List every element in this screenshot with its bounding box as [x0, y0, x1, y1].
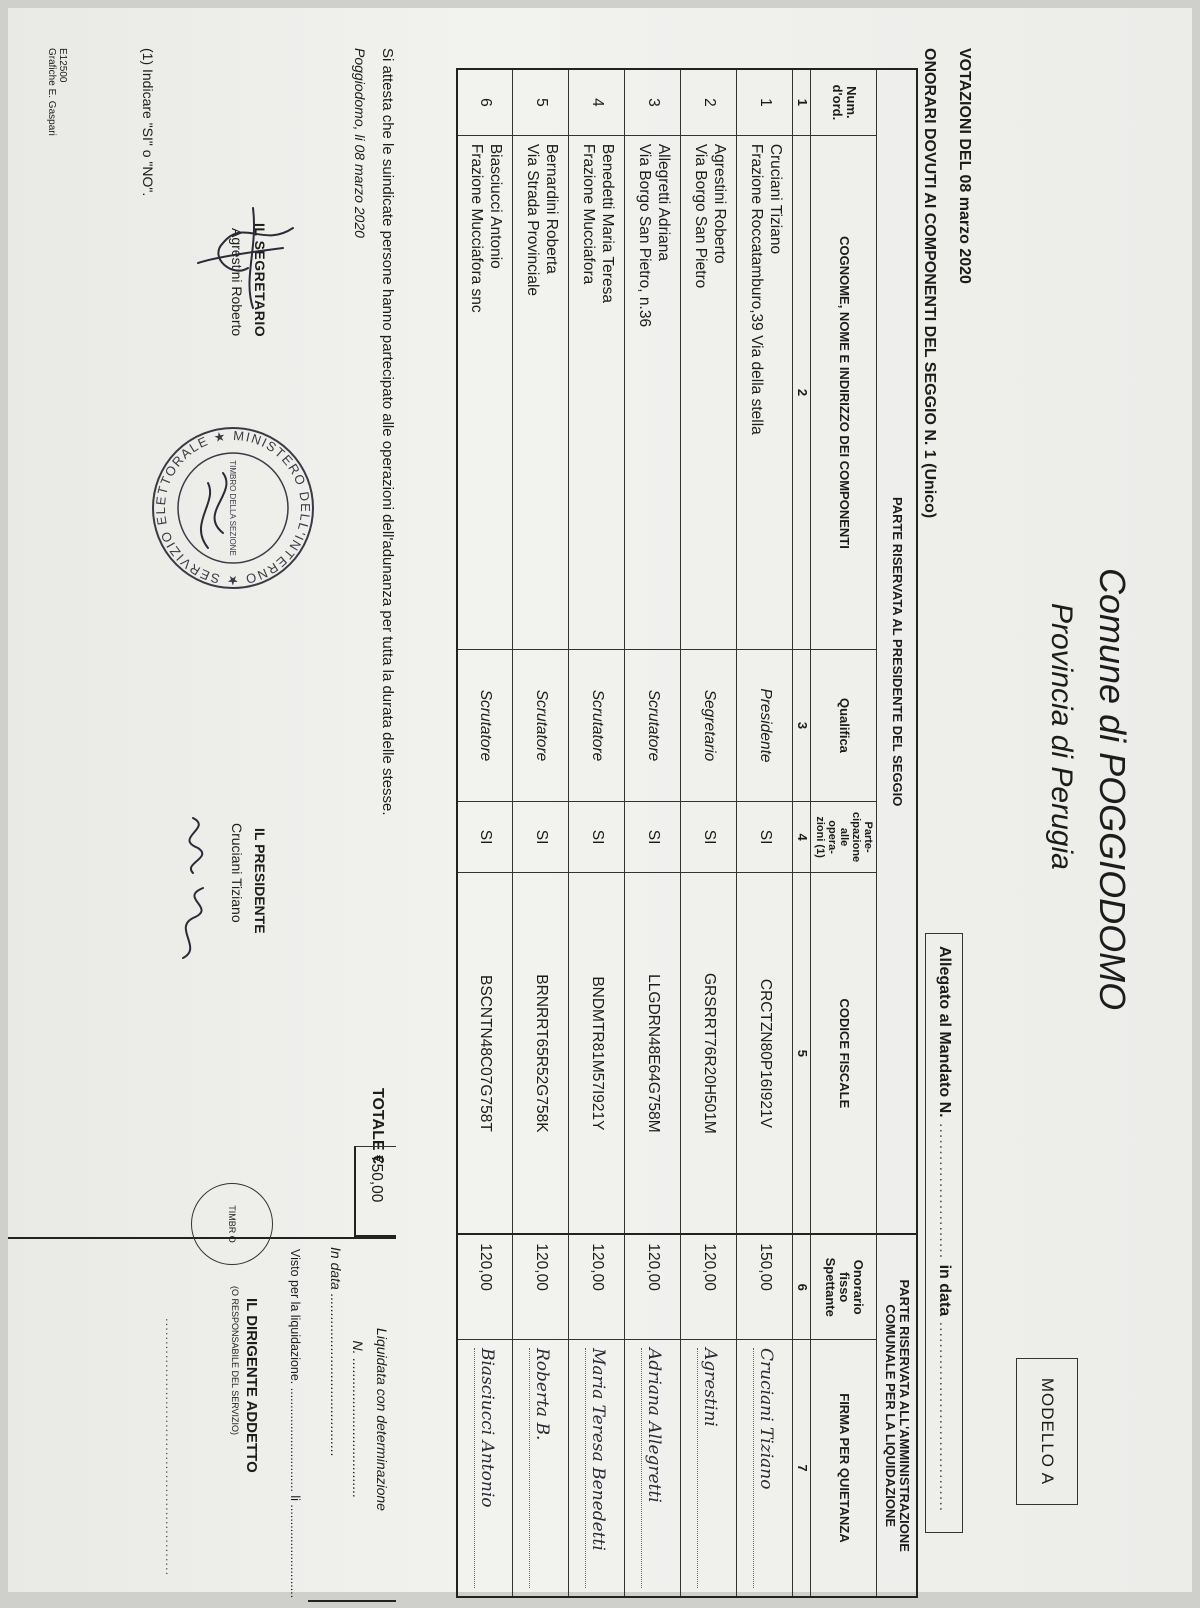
- row-signature: Cruciani Tiziano: [754, 1348, 777, 1588]
- row-name-cell: [513, 135, 569, 649]
- table-row: [513, 69, 569, 1597]
- row-num: 6: [457, 69, 513, 135]
- dirigente-signature-line: ........................................................: [163, 1318, 178, 1577]
- row-name-cell: [737, 135, 793, 649]
- modello-label: MODELLO A: [1016, 1358, 1078, 1505]
- liquidata-numero: N. ....................................: [350, 1340, 366, 1499]
- timbro-circle: TIMBR O: [191, 1183, 273, 1265]
- in-data-label: in data: [936, 1264, 953, 1317]
- visto-liquidazione: Visto per la liquidazione. .............................. li ...........................: [288, 1249, 302, 1599]
- rotated-document: [8, 8, 1200, 1608]
- row-address: Via Borgo San Pietro: [692, 143, 709, 289]
- row-partecipazione: SI: [681, 801, 737, 873]
- col-header-partecipazione: Parte-cipazione alle opera-zioni (1): [811, 801, 877, 873]
- row-codice-fiscale: GRSRRT76R20H501M: [681, 873, 737, 1235]
- row-name: Allegretti Adriana: [654, 143, 672, 262]
- row-qualifica: Scrutatore: [569, 650, 625, 802]
- col-header-num: Num. d'ord.: [811, 69, 877, 135]
- presidente-title: IL PRESIDENTE: [252, 828, 268, 934]
- row-onorario: 120,00: [457, 1234, 513, 1339]
- col-number: 5: [793, 873, 811, 1235]
- segretario-title: IL SEGRETARIO: [252, 223, 268, 338]
- row-name-cell: [625, 135, 681, 649]
- table-row: [569, 69, 625, 1597]
- group-presidente: PARTE RISERVATA AL PRESIDENTE DEL SEGGIO: [877, 69, 917, 1234]
- row-num: 2: [681, 69, 737, 135]
- in-data-dots: ...................................: [936, 1316, 953, 1513]
- col-header-firma: FIRMA PER QUIETANZA: [811, 1340, 877, 1598]
- onorari-heading: ONORARI DOVUTI AI COMPONENTI DEL SEGGIO N. 1 (Unico): [921, 48, 938, 519]
- row-num: 1: [737, 69, 793, 135]
- col-number: 7: [793, 1340, 811, 1598]
- row-onorario: 120,00: [681, 1234, 737, 1339]
- liquidata-label: Liquidata con determinazione: [374, 1328, 390, 1511]
- col-number: 1: [793, 69, 811, 135]
- table-row: [737, 69, 793, 1597]
- allegato-box: [925, 933, 963, 1533]
- row-onorario: 120,00: [569, 1234, 625, 1339]
- col-header-cf: CODICE FISCALE: [811, 873, 877, 1235]
- table-row: [681, 69, 737, 1597]
- row-name: Biasciucci Antonio: [486, 143, 504, 269]
- data-luogo: Poggiodomo, li 08 marzo 2020: [352, 48, 368, 238]
- row-qualifica: Segretario: [681, 650, 737, 802]
- row-signature: Adriana Allegretti: [642, 1348, 665, 1588]
- votazioni-heading: VOTAZIONI DEL 08 marzo 2020: [956, 48, 973, 284]
- row-onorario: 120,00: [625, 1234, 681, 1339]
- col-header-qualifica: Qualifica: [811, 650, 877, 802]
- row-codice-fiscale: LLGDRN48E64G758M: [625, 873, 681, 1235]
- row-signature: Roberta B.: [530, 1348, 553, 1588]
- row-address: Via Borgo San Pietro, n.36: [636, 143, 653, 328]
- allegato-label: Allegato al Mandato N.: [936, 946, 953, 1118]
- row-partecipazione: SI: [737, 801, 793, 873]
- row-name: Benedetti Maria Teresa: [598, 143, 616, 303]
- row-onorario: 120,00: [513, 1234, 569, 1339]
- row-firma-cell: [681, 1340, 737, 1598]
- row-firma-cell: [569, 1340, 625, 1598]
- row-firma-cell: [513, 1340, 569, 1598]
- row-qualifica: Presidente: [737, 650, 793, 802]
- ministero-stamp: [148, 423, 318, 593]
- row-codice-fiscale: BRNRRT65R52G758K: [513, 873, 569, 1235]
- comune-title: Comune di POGGIODOMO: [1092, 568, 1133, 1011]
- row-num: 3: [625, 69, 681, 135]
- table-row: [625, 69, 681, 1597]
- presidente-signature: [163, 808, 223, 968]
- col-header-name: COGNOME, NOME E INDIRIZZO DEI COMPONENTI: [811, 135, 877, 649]
- col-header-onorario: Onorario fisso Spettante: [811, 1234, 877, 1339]
- dirigente-subtitle: (O RESPONSABILE DEL SERVIZIO): [230, 1286, 240, 1436]
- col-number: 3: [793, 650, 811, 802]
- printer-name: Grafiche E. Gaspari: [46, 48, 57, 136]
- row-firma-cell: [625, 1340, 681, 1598]
- segretario-signature: [193, 188, 303, 318]
- presidente-name: Cruciani Tiziano: [229, 823, 245, 923]
- totale-value: 750,00: [354, 1146, 396, 1237]
- row-onorario: 150,00: [737, 1234, 793, 1339]
- printer-code: E12500: [57, 48, 68, 83]
- totale-label: TOTALE €: [369, 1088, 386, 1164]
- row-name-cell: [681, 135, 737, 649]
- row-address: Frazione Roccatamburo,39 Via della stella: [748, 143, 765, 435]
- attestazione-text: Si attesta che le suindicate persone hanno partecipato alle operazioni dell'adunanza per tutta la durata delle stesse.: [379, 48, 396, 816]
- dirigente-title: IL DIRIGENTE ADDETTO: [243, 1298, 260, 1473]
- allegato-dots: .........................: [936, 1117, 953, 1265]
- row-signature: Maria Teresa Benedetti: [586, 1348, 609, 1588]
- visto-box: [8, 1237, 308, 1600]
- row-signature: Biasciucci Antonio: [474, 1348, 497, 1588]
- onorari-table: [456, 68, 918, 1598]
- row-name-cell: [569, 135, 625, 649]
- row-codice-fiscale: CRCTZN80P16I921V: [737, 873, 793, 1235]
- row-signature: Agrestini: [698, 1348, 721, 1588]
- row-partecipazione: SI: [569, 801, 625, 873]
- row-qualifica: Scrutatore: [513, 650, 569, 802]
- row-partecipazione: SI: [625, 801, 681, 873]
- row-codice-fiscale: BNDMTR81M57I921Y: [569, 873, 625, 1235]
- row-name: Bernardini Roberta: [542, 143, 560, 274]
- row-name: Agrestini Roberto: [710, 143, 728, 264]
- liquidata-data: In data ..........................................: [328, 1247, 344, 1458]
- segretario-name: Agrestini Roberto: [229, 228, 245, 337]
- row-firma-cell: [457, 1340, 513, 1598]
- stamp-inner-text: TIMBRO DELLA SEZIONE: [228, 460, 237, 556]
- col-number: 2: [793, 135, 811, 649]
- row-address: Via Strada Provinciale: [524, 143, 541, 297]
- col-number: 4: [793, 801, 811, 873]
- row-num: 4: [569, 69, 625, 135]
- row-partecipazione: SI: [457, 801, 513, 873]
- row-address: Frazione Mucciafora: [580, 143, 597, 285]
- row-name: Cruciani Tiziano: [766, 143, 784, 255]
- table-row: [457, 69, 513, 1597]
- table-group-header: [877, 69, 917, 1597]
- row-qualifica: Scrutatore: [457, 650, 513, 802]
- table-column-numbers: [793, 69, 811, 1597]
- document-page: [8, 8, 1192, 1599]
- row-name-cell: [457, 135, 513, 649]
- row-num: 5: [513, 69, 569, 135]
- footnote: (1) Indicare "SI" o "NO".: [140, 48, 156, 197]
- row-partecipazione: SI: [513, 801, 569, 873]
- provincia-title: Provincia di Perugia: [1045, 603, 1078, 870]
- row-address: Frazione Mucciafora snc: [468, 143, 486, 313]
- printer-info: [46, 48, 68, 136]
- liquidazione-box: [308, 1237, 396, 1602]
- table-column-header: [811, 69, 877, 1597]
- col-number: 6: [793, 1234, 811, 1339]
- row-codice-fiscale: BSCNTN48C07G758T: [457, 873, 513, 1235]
- row-qualifica: Scrutatore: [625, 650, 681, 802]
- stamp-ring-text: MINISTERO DELL'INTERNO ★ SERVIZIO ELETTORALE ★: [152, 427, 314, 589]
- row-firma-cell: [737, 1340, 793, 1598]
- group-amministrazione: PARTE RISERVATA ALL'AMMINISTRAZIONE COMUNALE PER LA LIQUIDAZIONE: [877, 1234, 917, 1597]
